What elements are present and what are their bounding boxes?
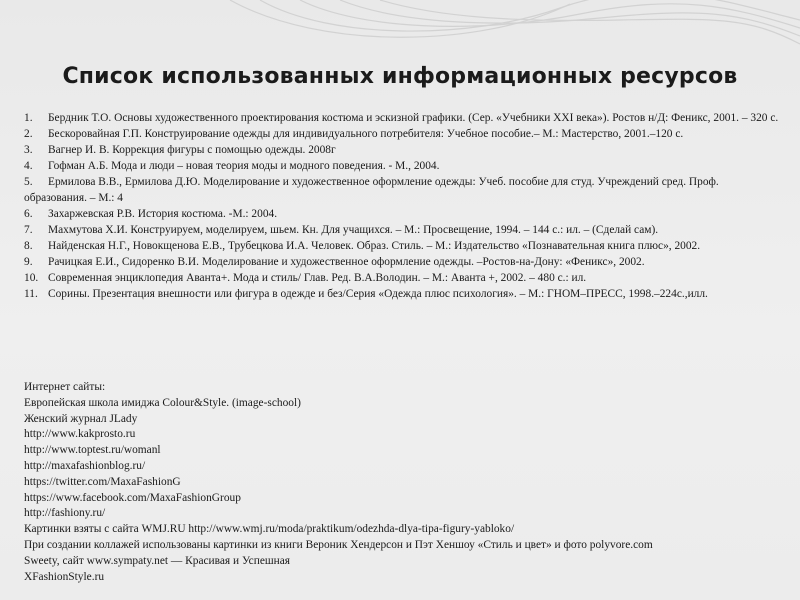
list-item: 3. Вагнер И. В. Коррекция фигуры с помощью одежды. 2008г [24, 144, 336, 156]
internet-heading: Интернет сайты: [24, 381, 106, 393]
list-item: Европейская школа имиджа Colour&Style. (image-school) [24, 396, 301, 409]
list-item: 1. Бердник Т.О. Основы художественного проектирования костюма и эскизной графики. (Сер. «Учебники XXI века»). Ростов н/Д: Феникс, 2001. – 320 с. [24, 112, 779, 124]
list-item: Картинки взяты с сайта WMJ.RU http://www.wmj.ru/moda/praktikum/odezhda-dlya-tipa-figury-yabloko/ [24, 523, 515, 536]
link[interactable]: http://www.toptest.ru/womanl [24, 444, 161, 457]
link[interactable]: http://maxafashionblog.ru/ [24, 459, 146, 472]
list-item: XFashionStyle.ru [24, 570, 105, 583]
list-item: При создании коллажей использованы картинки из книги Вероник Хендерсон и Пэт Хеншоу «Стиль и цвет» и фото polyvore.com [24, 538, 653, 551]
decorative-swirl [0, 0, 800, 60]
link[interactable]: http://fashiony.ru/ [24, 507, 106, 520]
list-item: 2. Бескоровайная Г.П. Конструирование одежды для индивидуального потребителя: Учебное пособие.– М.: Мастерство, 2001.–120 с. [24, 128, 684, 140]
list-item: Sweety, сайт www.sympaty.net — Красивая и Успешная [24, 554, 291, 567]
list-item: 5. Ермилова В.В., Ермилова Д.Ю. Моделирование и художественное оформление одежды: Учеб. пособие для студ. Учреждений сред. Проф. образования. – М.: 4 [24, 176, 719, 204]
list-item: 7. Махмутова Х.И. Конструируем, моделируем, шьем. Кн. Для учащихся. – М.: Просвещение, 1994. – 144 с.: ил. – (Сделай сам). [24, 224, 659, 236]
references-list [24, 110, 784, 302]
list-item: 6. Захаржевская Р.В. История костюма. -М.: 2004. [24, 208, 278, 220]
link[interactable]: http://www.kakprosto.ru [24, 428, 136, 441]
list-item: Женский журнал JLady [24, 412, 138, 425]
list-item: 4. Гофман А.Б. Мода и люди – новая теория моды и модного поведения. - М., 2004. [24, 160, 440, 172]
link[interactable]: https://twitter.com/MaxaFashionG [24, 475, 181, 488]
list-item: 10. Современная энциклопедия Аванта+. Мода и стиль/ Глав. Ред. В.А.Володин. – М.: Аванта +, 2002. – 480 с.: ил. [24, 272, 587, 284]
page-title: Список использованных информационных ресурсов [62, 64, 738, 89]
link[interactable]: https://www.facebook.com/MaxaFashionGroup [24, 491, 241, 504]
internet-sources [24, 380, 784, 585]
list-item: 11. Сорины. Презентация внешности или фигура в одежде и без/Серия «Одежда плюс психология». – М.: ГНОМ–ПРЕСС, 1998.–224с.,илл. [24, 288, 708, 300]
list-item: 8. Найденская Н.Г., Новокщенова Е.В., Трубецкова И.А. Человек. Образ. Стиль. – М.: Издательство «Познавательная книга плюс», 2002. [24, 240, 701, 252]
list-item: 9. Рачицкая Е.И., Сидоренко В.И. Моделирование и художественное оформление одежды. –Ростов-на-Дону: «Феникс», 2002. [24, 256, 645, 268]
